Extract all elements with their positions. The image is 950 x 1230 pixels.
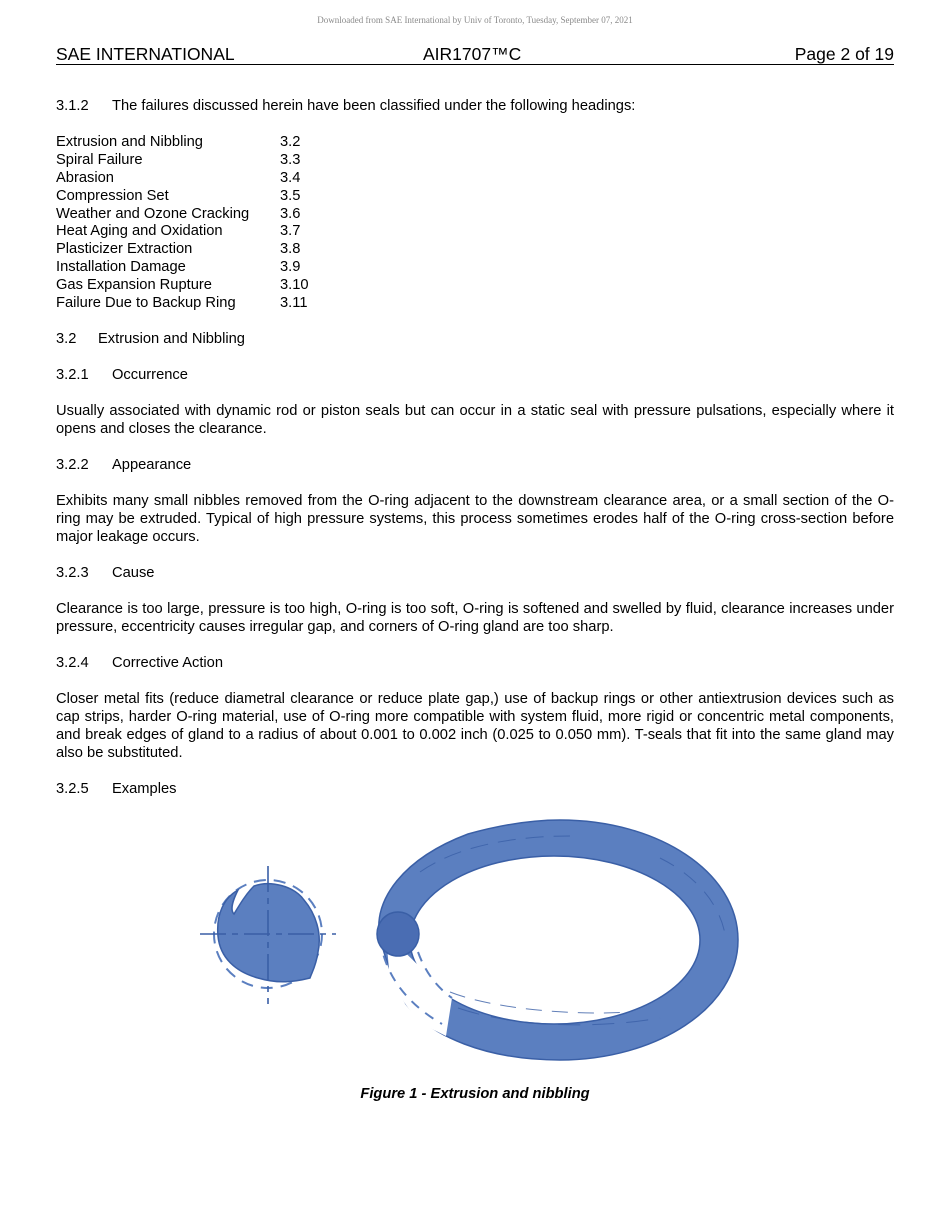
section-title: Appearance: [112, 456, 192, 473]
section-title: Extrusion and Nibbling: [98, 330, 245, 347]
corrective-action-paragraph: Closer metal fits (reduce diametral clearance or reduce plate gap,) use of backup rings or other antiextrusion devices such as cap strips, harder O-ring material, use of O-ring more compatible with system fluid, more rigid or concentric metal components, and break edges of gland to a radius of about 0.001 to 0.002 inch (0.025 to 0.050 mm). T-seals that fit into the same gland may also be substituted.: [56, 690, 894, 761]
download-watermark: Downloaded from SAE International by Univ of Toronto, Tuesday, September 07, 2021: [317, 15, 633, 25]
heading-label: Installation Damage: [56, 259, 186, 276]
section-3-2-heading: [56, 330, 894, 348]
page-content: [56, 97, 894, 798]
heading-label: Weather and Ozone Cracking: [56, 205, 250, 222]
heading-label: Compression Set: [56, 187, 169, 204]
list-item: [56, 276, 894, 294]
section-3-1-2: [56, 97, 894, 115]
section-number: 3.2.1: [56, 366, 89, 383]
list-item: [56, 222, 894, 240]
page-header: [56, 44, 894, 65]
section-number: 3.1.2: [56, 98, 89, 114]
list-item: [56, 205, 894, 223]
heading-label: Plasticizer Extraction: [56, 241, 193, 258]
oring-cross-section: [200, 866, 336, 1004]
occurrence-paragraph: Usually associated with dynamic rod or piston seals but can occur in a static seal with pressure pulsations, especially where it opens and closes the clearance.: [56, 402, 894, 437]
section-number: 3.2: [56, 330, 77, 347]
section-number: 3.2.4: [56, 654, 89, 671]
heading-label: Heat Aging and Oxidation: [56, 223, 223, 240]
section-number: 3.2.3: [56, 564, 89, 581]
heading-ref: 3.7: [280, 223, 301, 240]
list-item: [56, 169, 894, 187]
heading-ref: 3.8: [280, 241, 301, 258]
section-3-2-3-heading: [56, 564, 894, 582]
heading-ref: 3.6: [280, 205, 301, 222]
section-title: Cause: [112, 564, 155, 581]
list-item: [56, 133, 894, 151]
section-number: 3.2.5: [56, 780, 89, 797]
heading-ref: 3.9: [280, 259, 301, 276]
extrusion-nibbling-illustration: [190, 812, 750, 1067]
list-item: [56, 151, 894, 169]
oring-ring-view: [377, 820, 738, 1060]
heading-ref: 3.2: [280, 134, 301, 150]
header-organization: SAE INTERNATIONAL: [56, 44, 235, 64]
heading-ref: 3.4: [280, 169, 301, 186]
list-item: [56, 258, 894, 276]
heading-ref: 3.5: [280, 187, 301, 204]
heading-ref: 3.3: [280, 151, 301, 168]
header-page-number: Page 2 of 19: [794, 44, 894, 64]
header-document-id: AIR1707™C: [423, 44, 522, 64]
section-3-2-2-heading: [56, 456, 894, 474]
ring-end-cross-section: [377, 912, 419, 956]
figure-caption: Figure 1 - Extrusion and nibbling: [360, 1086, 590, 1102]
section-3-2-5-heading: [56, 780, 894, 798]
heading-label: Failure Due to Backup Ring: [56, 295, 236, 312]
section-3-2-4-heading: [56, 654, 894, 672]
section-number: 3.2.2: [56, 456, 89, 473]
heading-label: Spiral Failure: [56, 151, 143, 168]
figure-1: [190, 812, 750, 1067]
heading-label: Gas Expansion Rupture: [56, 277, 212, 294]
section-title: Examples: [112, 780, 177, 797]
section-title: Corrective Action: [112, 654, 224, 671]
heading-ref: 3.11: [280, 295, 308, 312]
heading-label: Abrasion: [56, 169, 114, 186]
heading-ref: 3.10: [280, 277, 309, 294]
list-item: [56, 240, 894, 258]
list-item: [56, 294, 894, 312]
appearance-paragraph: Exhibits many small nibbles removed from the O-ring adjacent to the downstream clearance area, or a small section of the O-ring may be extruded. Typical of high pressure systems, this process sometimes erodes half of the O-ring cross-section before major leakage occurs.: [56, 492, 894, 545]
failure-headings-list: [56, 133, 894, 312]
heading-label: Extrusion and Nibbling: [56, 134, 203, 150]
section-3-2-1-heading: [56, 366, 894, 384]
section-title: Occurrence: [112, 366, 188, 383]
list-item: [56, 187, 894, 205]
cause-paragraph: Clearance is too large, pressure is too high, O-ring is too soft, O-ring is softened and swelled by fluid, clearance increases under pressure, eccentricity causes irregular gap, and corners of O-ring gland are too sharp.: [56, 600, 894, 635]
section-text: The failures discussed herein have been classified under the following headings:: [112, 98, 636, 114]
